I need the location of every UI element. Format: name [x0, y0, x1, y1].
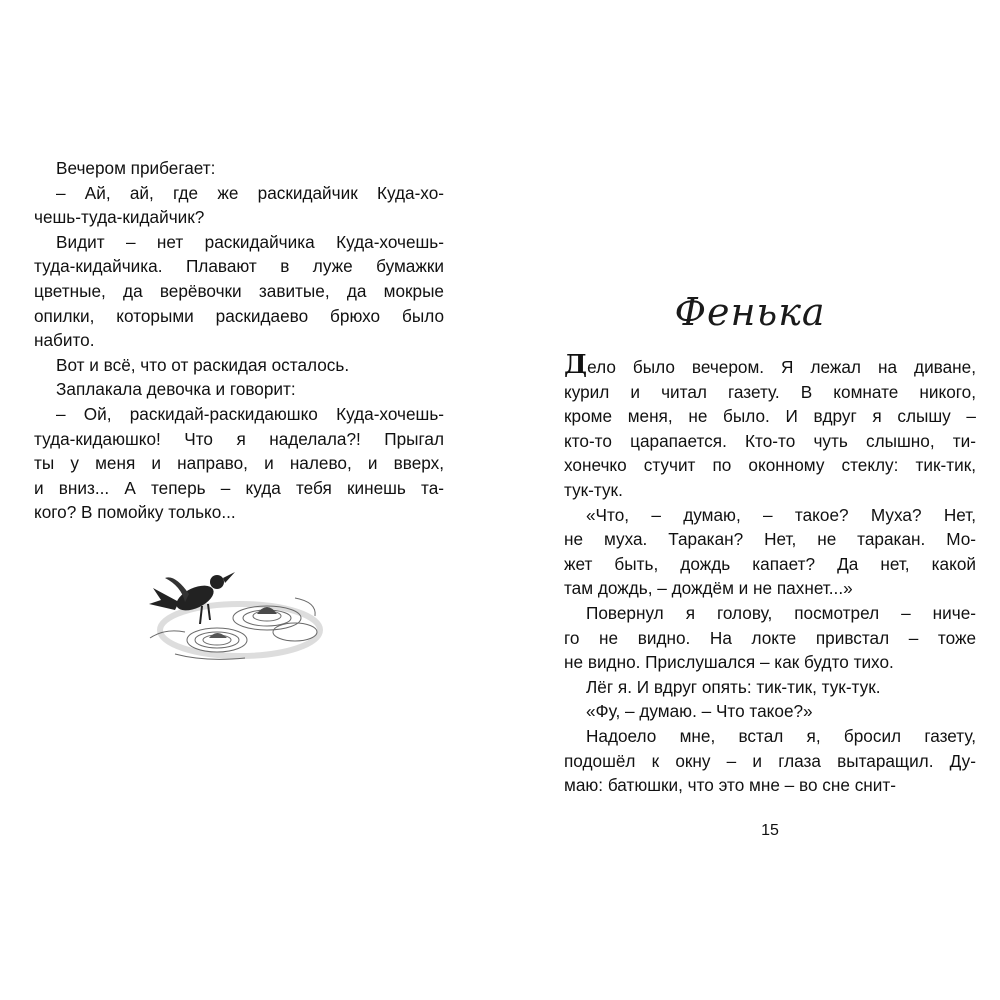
line-text: туда-кидаюшко! Что я наделала?! Прыгал	[34, 428, 444, 449]
line-text: чешь-туда-кидайчик?	[34, 207, 205, 228]
line-text: Заплакала девочка и говорит:	[56, 379, 296, 400]
line-text: ты у меня и направо, и налево, и вверх,	[34, 453, 444, 474]
text-line	[564, 724, 976, 749]
text-line	[564, 380, 976, 405]
line-text: Вечером прибегает:	[56, 158, 216, 178]
line-text: Лёг я. И вдруг опять: тик-тик, тук-тук.	[586, 676, 881, 697]
chapter-title: Фенька	[674, 290, 826, 334]
line-text: «Что, – думаю, – такое? Муха? Нет,	[586, 504, 976, 525]
line-text: «Фу, – думаю. – Что такое?»	[586, 701, 813, 722]
text-line	[564, 626, 976, 651]
line-text: опилки, которыми раскидаево брюхо было	[34, 305, 444, 326]
line-text: не муха. Таракан? Нет, не таракан. Мо-	[564, 529, 976, 550]
line-text: цветные, да верёвочки завитые, да мокрые	[34, 280, 444, 301]
right-page	[500, 0, 1000, 1000]
line-text: подошёл к окну – и глаза вытаращил. Ду-	[564, 750, 976, 771]
text-line	[34, 500, 444, 525]
text-line	[564, 552, 976, 577]
line-text: Вот и всё, что от раскидая осталось.	[56, 354, 350, 375]
text-line	[34, 205, 444, 230]
drop-cap: Д	[564, 350, 588, 380]
text-line	[34, 279, 444, 304]
line-text: набито.	[34, 330, 95, 351]
line-text: там дождь, – дождём и не пахнет...»	[564, 578, 853, 599]
text-line	[564, 503, 976, 528]
line-text: туда-кидайчика. Плавают в луже бумажки	[34, 256, 444, 277]
bird-puddle-illustration	[145, 558, 325, 668]
text-line	[564, 527, 976, 552]
text-line	[564, 749, 976, 774]
line-text: и вниз... А теперь – куда тебя кинешь та-	[34, 477, 444, 498]
text-line	[564, 404, 976, 429]
text-line	[564, 576, 976, 601]
line-text: – Ай, ай, где же раскидайчик Куда-хо-	[56, 182, 444, 203]
text-line	[564, 675, 976, 700]
line-text: ело было вечером. Я лежал на диване,	[587, 357, 976, 377]
text-line	[34, 427, 444, 452]
line-text: не видно. Прислушался – как будто тихо.	[564, 652, 894, 673]
text-line	[564, 699, 976, 724]
text-line	[34, 476, 444, 501]
line-text: жет быть, дождь капает? Да нет, какой	[564, 553, 976, 574]
line-text: – Ой, раскидай-раскидаюшко Куда-хочешь-	[56, 403, 444, 424]
text-line	[564, 601, 976, 626]
page-number: 15	[761, 822, 779, 839]
line-text: Повернул я голову, посмотрел – ниче-	[586, 602, 976, 623]
text-line	[564, 350, 976, 380]
line-text: тук-тук.	[564, 479, 623, 500]
text-line	[34, 353, 444, 378]
left-page-text	[34, 156, 444, 525]
text-line	[564, 773, 976, 798]
text-line	[34, 254, 444, 279]
text-line	[34, 377, 444, 402]
text-line	[34, 181, 444, 206]
line-text: го не видно. На локте привстал – тоже	[564, 627, 976, 648]
line-text: Видит – нет раскидайчика Куда-хочешь-	[56, 231, 444, 252]
text-line	[34, 230, 444, 255]
line-text: маю: батюшки, что это мне – во сне снит-	[564, 775, 896, 796]
line-text: кого? В помойку только...	[34, 502, 236, 523]
text-line	[564, 650, 976, 675]
right-page-text	[564, 350, 976, 798]
line-text: курил и читал газету. В комнате никого,	[564, 381, 976, 402]
text-line	[34, 451, 444, 476]
text-line	[564, 429, 976, 454]
line-text: кто-то царапается. Кто-то чуть слышно, ти-	[564, 430, 976, 451]
text-line	[34, 328, 444, 353]
line-text: хонечко стучит по оконному стеклу: тик-тик,	[564, 455, 976, 476]
line-text: кроме меня, не было. И вдруг я слышу –	[564, 406, 976, 427]
line-text: Надоело мне, встал я, бросил газету,	[586, 725, 976, 746]
text-line	[34, 304, 444, 329]
text-line	[34, 402, 444, 427]
text-line	[564, 478, 976, 503]
text-line	[564, 453, 976, 478]
text-line	[34, 156, 444, 181]
